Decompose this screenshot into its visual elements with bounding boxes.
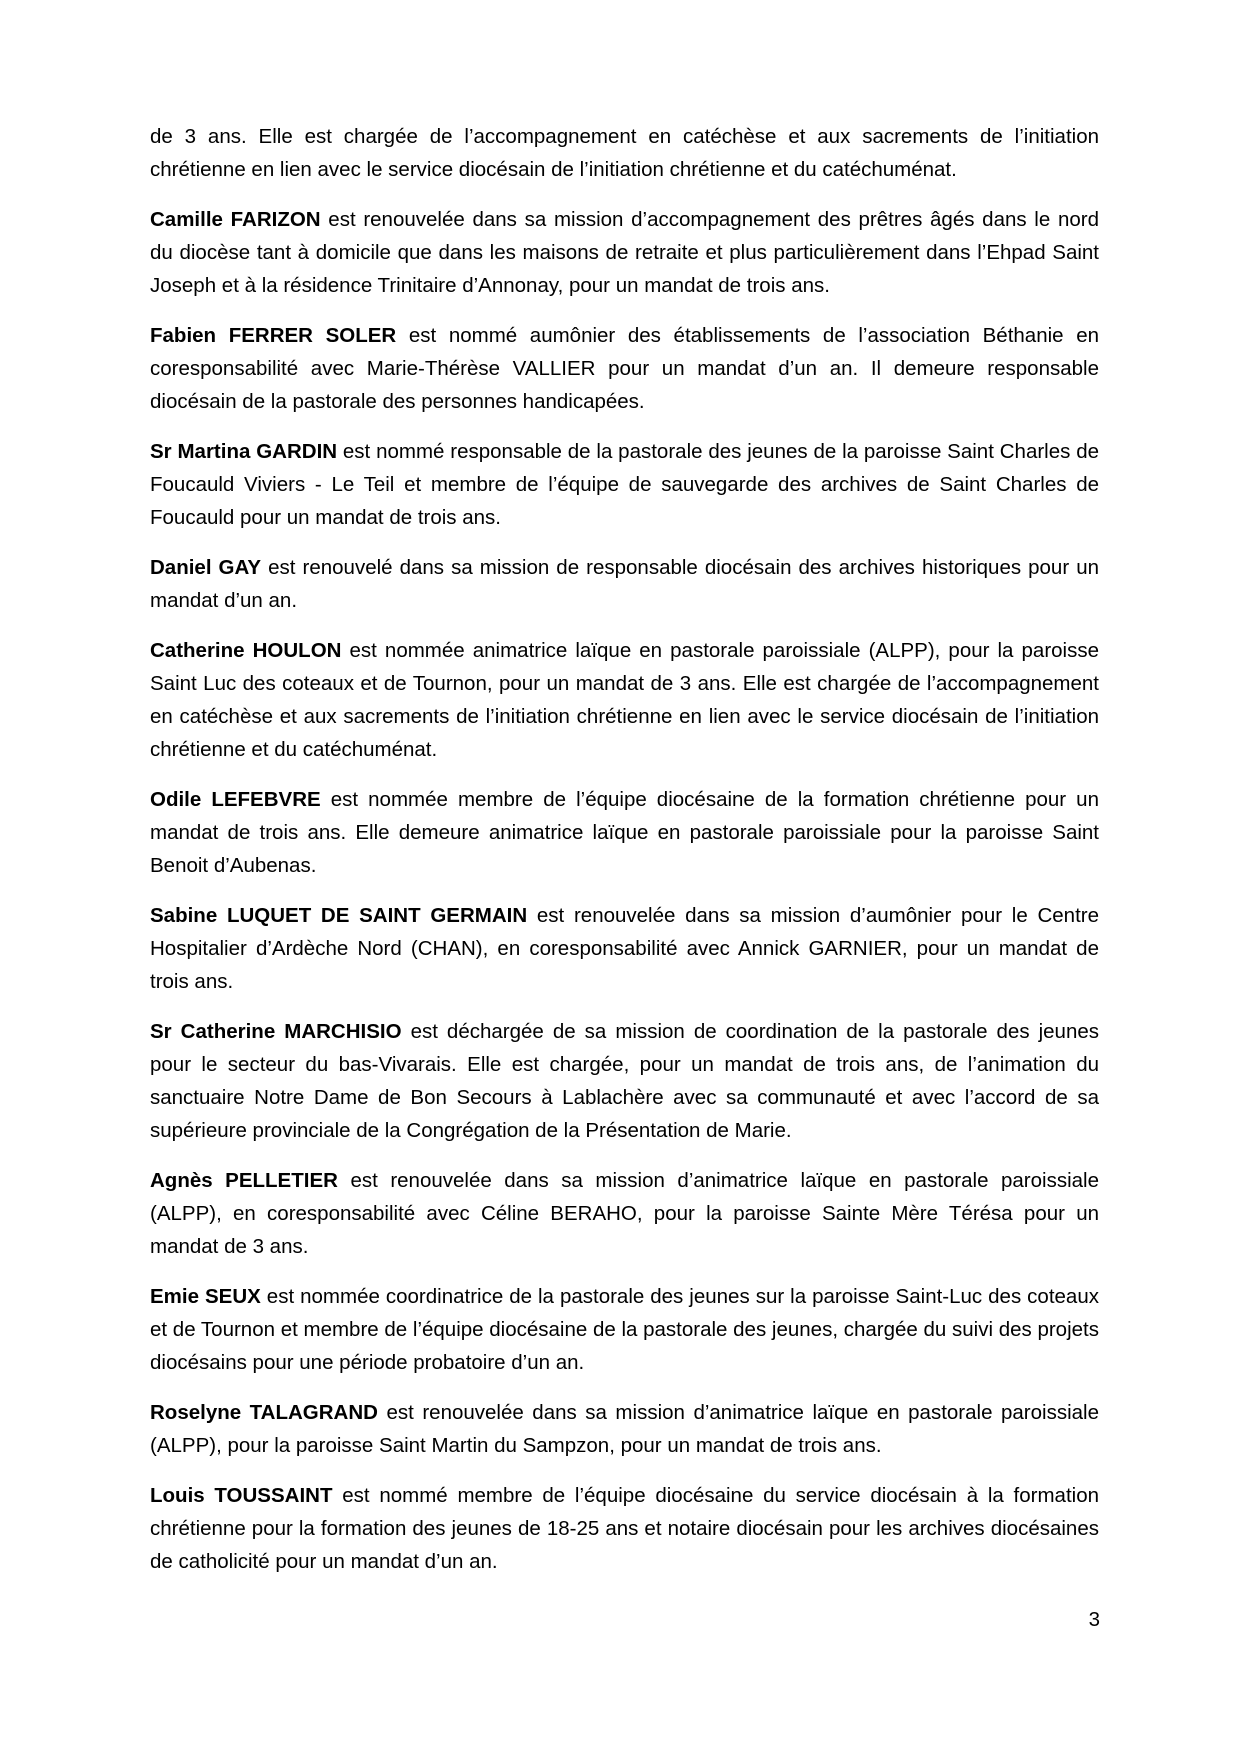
paragraph-text: de 3 ans. Elle est chargée de l’accompagnement en catéchèse et aux sacrements de l’initiation chrétienne en lien avec le service diocésain de l’initiation chrétienne et du catéchuménat. [150, 125, 1099, 181]
paragraph-appointment [150, 1280, 1099, 1379]
person-name: Sr Martina GARDIN [150, 440, 338, 463]
paragraph-text: est renouvelée dans sa mission d’animatrice laïque en pastorale paroissiale (ALPP), en coresponsabilité avec Céline BERAHO, pour la paroisse Sainte Mère Térésa pour un mandat de 3 ans. [150, 1169, 1099, 1258]
paragraph-text: est nommé aumônier des établissements de l’association Béthanie en coresponsabilité avec Marie-Thérèse VALLIER pour un mandat d’un an. Il demeure responsable diocésain de la pastorale des personnes handicapées. [150, 324, 1099, 413]
paragraph-text: est renouvelé dans sa mission de responsable diocésain des archives historiques pour un mandat d’un an. [150, 556, 1100, 612]
person-name: Roselyne TALAGRAND [150, 1401, 378, 1424]
paragraph-text: est renouvelée dans sa mission d’animatrice laïque en pastorale paroissiale (ALPP), pour la paroisse Saint Martin du Sampzon, pour un mandat de trois ans. [150, 1401, 1100, 1457]
person-name: Daniel GAY [150, 556, 262, 579]
paragraph-appointment [150, 634, 1099, 766]
person-name: Sabine LUQUET DE SAINT GERMAIN [150, 904, 528, 927]
paragraph-continuation [150, 120, 1099, 186]
paragraph-appointment [150, 319, 1099, 418]
person-name: Camille FARIZON [150, 208, 321, 231]
paragraph-appointment [150, 203, 1099, 302]
paragraph-appointment [150, 1164, 1099, 1263]
paragraph-text: est nommé responsable de la pastorale des jeunes de la paroisse Saint Charles de Foucauld Viviers - Le Teil et membre de l’équipe de sauvegarde des archives de Saint Charles de Foucauld pour un mandat de trois ans. [150, 440, 1100, 529]
person-name: Agnès PELLETIER [150, 1169, 338, 1192]
person-name: Emie SEUX [150, 1285, 261, 1308]
person-name: Sr Catherine MARCHISIO [150, 1020, 402, 1043]
paragraph-text: est nommée membre de l’équipe diocésaine de la formation chrétienne pour un mandat de trois ans. Elle demeure animatrice laïque en pastorale paroissiale pour la paroisse Saint Benoit d’Aubenas. [150, 788, 1099, 877]
paragraph-appointment [150, 783, 1099, 882]
paragraph-appointment [150, 899, 1099, 998]
page-number: 3 [1088, 1608, 1100, 1631]
person-name: Catherine HOULON [150, 639, 342, 662]
person-name: Louis TOUSSAINT [150, 1484, 333, 1507]
paragraph-text: est nommé membre de l’équipe diocésaine du service diocésain à la formation chrétienne pour la formation des jeunes de 18-25 ans et notaire diocésain pour les archives diocésaines de catholicité pour un mandat d’un an. [150, 1484, 1100, 1573]
person-name: Odile LEFEBVRE [150, 788, 321, 811]
paragraph-appointment [150, 551, 1099, 617]
paragraph-text: est renouvelée dans sa mission d’accompagnement des prêtres âgés dans le nord du diocèse tant à domicile que dans les maisons de retraite et plus particulièrement dans l’Ehpad Saint Joseph et à la résidence Trinitaire d’Annonay, pour un mandat de trois ans. [150, 208, 1099, 297]
paragraph-appointment [150, 435, 1099, 534]
paragraph-text: est nommée coordinatrice de la pastorale des jeunes sur la paroisse Saint-Luc des coteaux et de Tournon et membre de l’équipe diocésaine de la pastorale des jeunes, chargée du suivi des projets diocésains pour une période probatoire d’un an. [150, 1285, 1099, 1374]
person-name: Fabien FERRER SOLER [150, 324, 397, 347]
paragraph-text: est renouvelée dans sa mission d’aumônier pour le Centre Hospitalier d’Ardèche Nord (CHAN), en coresponsabilité avec Annick GARNIER, pour un mandat de trois ans. [150, 904, 1099, 993]
paragraph-appointment [150, 1479, 1099, 1578]
document-body [150, 120, 1099, 1595]
paragraph-appointment [150, 1396, 1099, 1462]
paragraph-appointment [150, 1015, 1099, 1147]
paragraph-text: est nommée animatrice laïque en pastorale paroissiale (ALPP), pour la paroisse Saint Luc des coteaux et de Tournon, pour un mandat de 3 ans. Elle est chargée de l’accompagnement en catéchèse et aux sacrements de l’initiation chrétienne en lien avec le service diocésain de l’initiation chrétienne et du catéchuménat. [150, 639, 1100, 761]
paragraph-text: est déchargée de sa mission de coordination de la pastorale des jeunes pour le secteur du bas-Vivarais. Elle est chargée, pour un mandat de trois ans, de l’animation du sanctuaire Notre Dame de Bon Secours à Lablachère avec sa communauté et avec l’accord de sa supérieure provinciale de la Congrégation de la Présentation de Marie. [150, 1020, 1099, 1142]
